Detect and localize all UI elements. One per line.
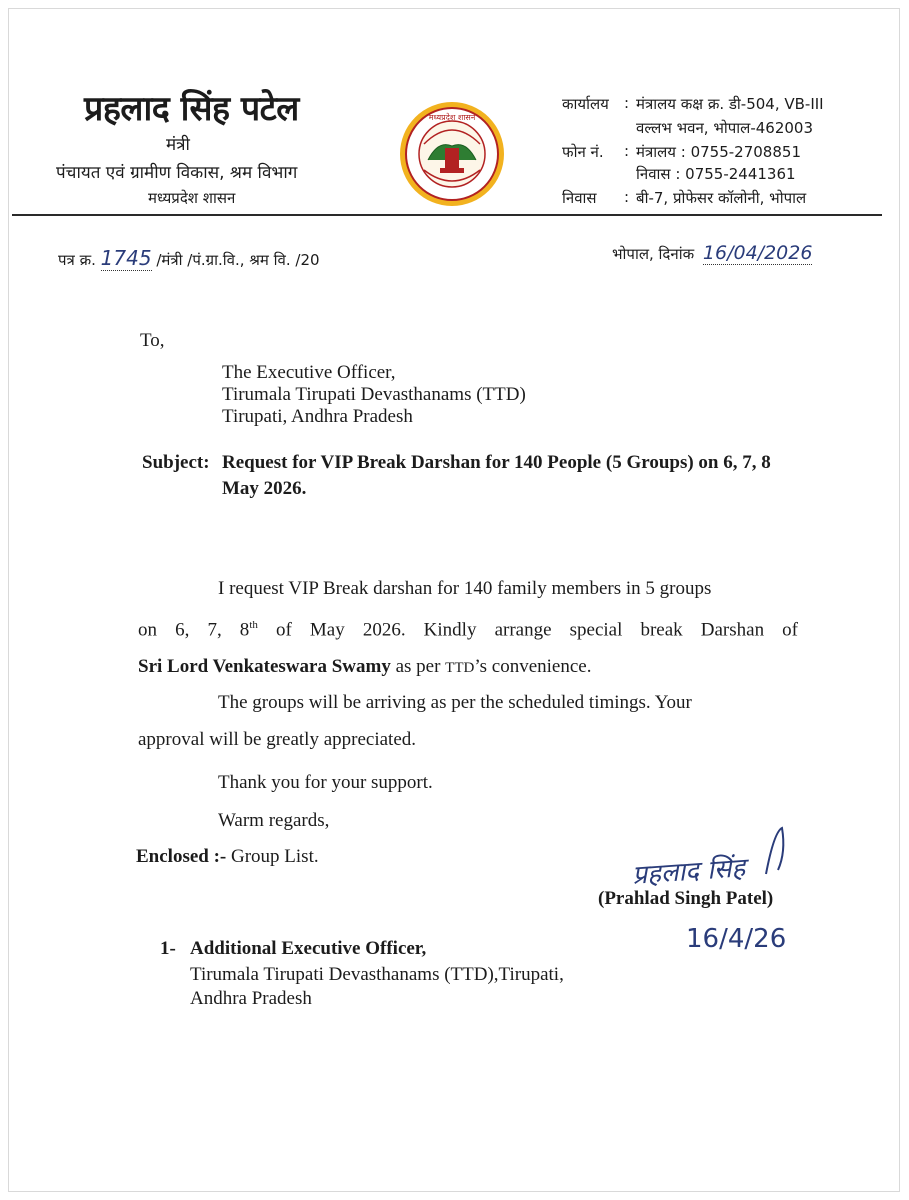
regards-line: Warm regards, — [218, 810, 330, 831]
reference-number: 1745 — [100, 246, 152, 270]
office-address-line2: वल्लभ भवन, भोपाल-462003 — [636, 119, 814, 137]
date-label: भोपाल, दिनांक — [612, 245, 695, 263]
p1-line2: on 6, 7, 8th of May 2026. Kindly arrange special break Darshan of — [138, 619, 799, 641]
copy-title: Additional Executive Officer, — [190, 938, 427, 959]
department: पंचायत एवं ग्रामीण विकास, श्रम विभाग — [56, 163, 298, 183]
office-address-line1: मंत्रालय कक्ष क्र. डी-504, VB-III — [636, 95, 824, 113]
enclosed-label: Enclosed :- — [136, 846, 227, 867]
thanks-line: Thank you for your support. — [218, 772, 433, 793]
phone-label: फोन नं. — [562, 143, 604, 161]
deity-name: Sri Lord Venkateswara Swamy — [138, 656, 391, 678]
enclosed-line — [136, 846, 319, 868]
reference-suffix: /मंत्री /पं.ग्रा.वि., श्रम वि. /20 — [156, 251, 320, 269]
recipient-line3: Tirupati, Andhra Pradesh — [222, 406, 413, 427]
reference-line — [58, 246, 320, 270]
letter-date: 16/04/2026 — [702, 242, 813, 264]
residence-label: निवास — [562, 189, 597, 207]
handwritten-signature: प्रहलाद सिंह — [631, 853, 747, 891]
header-divider — [12, 214, 882, 216]
residence-colon: : — [624, 188, 630, 206]
body-paragraph-2 — [138, 684, 798, 758]
copy-line2: Tirumala Tirupati Devasthanams (TTD),Tirupati, — [190, 964, 564, 985]
subject-label: Subject: — [142, 452, 210, 473]
recipient-line2: Tirumala Tirupati Devasthanams (TTD) — [222, 384, 526, 405]
signature-date: 16/4/26 — [686, 924, 787, 954]
phone-office: मंत्रालय : 0755-2708851 — [636, 143, 801, 161]
residence-address: बी-7, प्रोफेसर कॉलोनी, भोपाल — [636, 189, 807, 207]
body-paragraph-1 — [138, 570, 798, 687]
government: मध्यप्रदेश शासन — [148, 189, 236, 207]
designation: मंत्री — [166, 135, 190, 155]
subject-line1: Request for VIP Break Darshan for 140 People (5 Groups) on 6, 7, 8 — [222, 452, 771, 473]
office-colon: : — [624, 94, 630, 112]
recipient-line1: The Executive Officer, — [222, 362, 396, 383]
p2-line2: approval will be greatly appreciated. — [138, 729, 417, 750]
signatory-name: (Prahlad Singh Patel) — [598, 888, 774, 909]
minister-name: प्रहलाद सिंह पटेल — [84, 89, 299, 129]
enclosed-value: Group List. — [226, 846, 319, 867]
signature-flourish — [760, 822, 820, 882]
government-seal-emblem — [398, 100, 506, 208]
office-label: कार्यालय — [562, 95, 609, 113]
phone-colon: : — [624, 142, 630, 160]
copy-line3: Andhra Pradesh — [190, 988, 312, 1009]
p1-line3: Sri Lord Venkateswara Swamy as per TTD’s convenience. — [138, 656, 592, 678]
copy-number: 1- — [160, 938, 176, 959]
to-label: To, — [140, 330, 165, 351]
seal-text: मध्यप्रदेश शासन — [428, 113, 476, 122]
subject-line2: May 2026. — [222, 478, 307, 499]
reference-prefix: पत्र क्र. — [58, 251, 96, 269]
phone-residence: निवास : 0755-2441361 — [636, 165, 796, 183]
p1-line1: I request VIP Break darshan for 140 family members in 5 groups — [218, 578, 712, 599]
p2-line1: The groups will be arriving as per the scheduled timings. Your — [218, 692, 692, 713]
date-line — [612, 242, 812, 264]
